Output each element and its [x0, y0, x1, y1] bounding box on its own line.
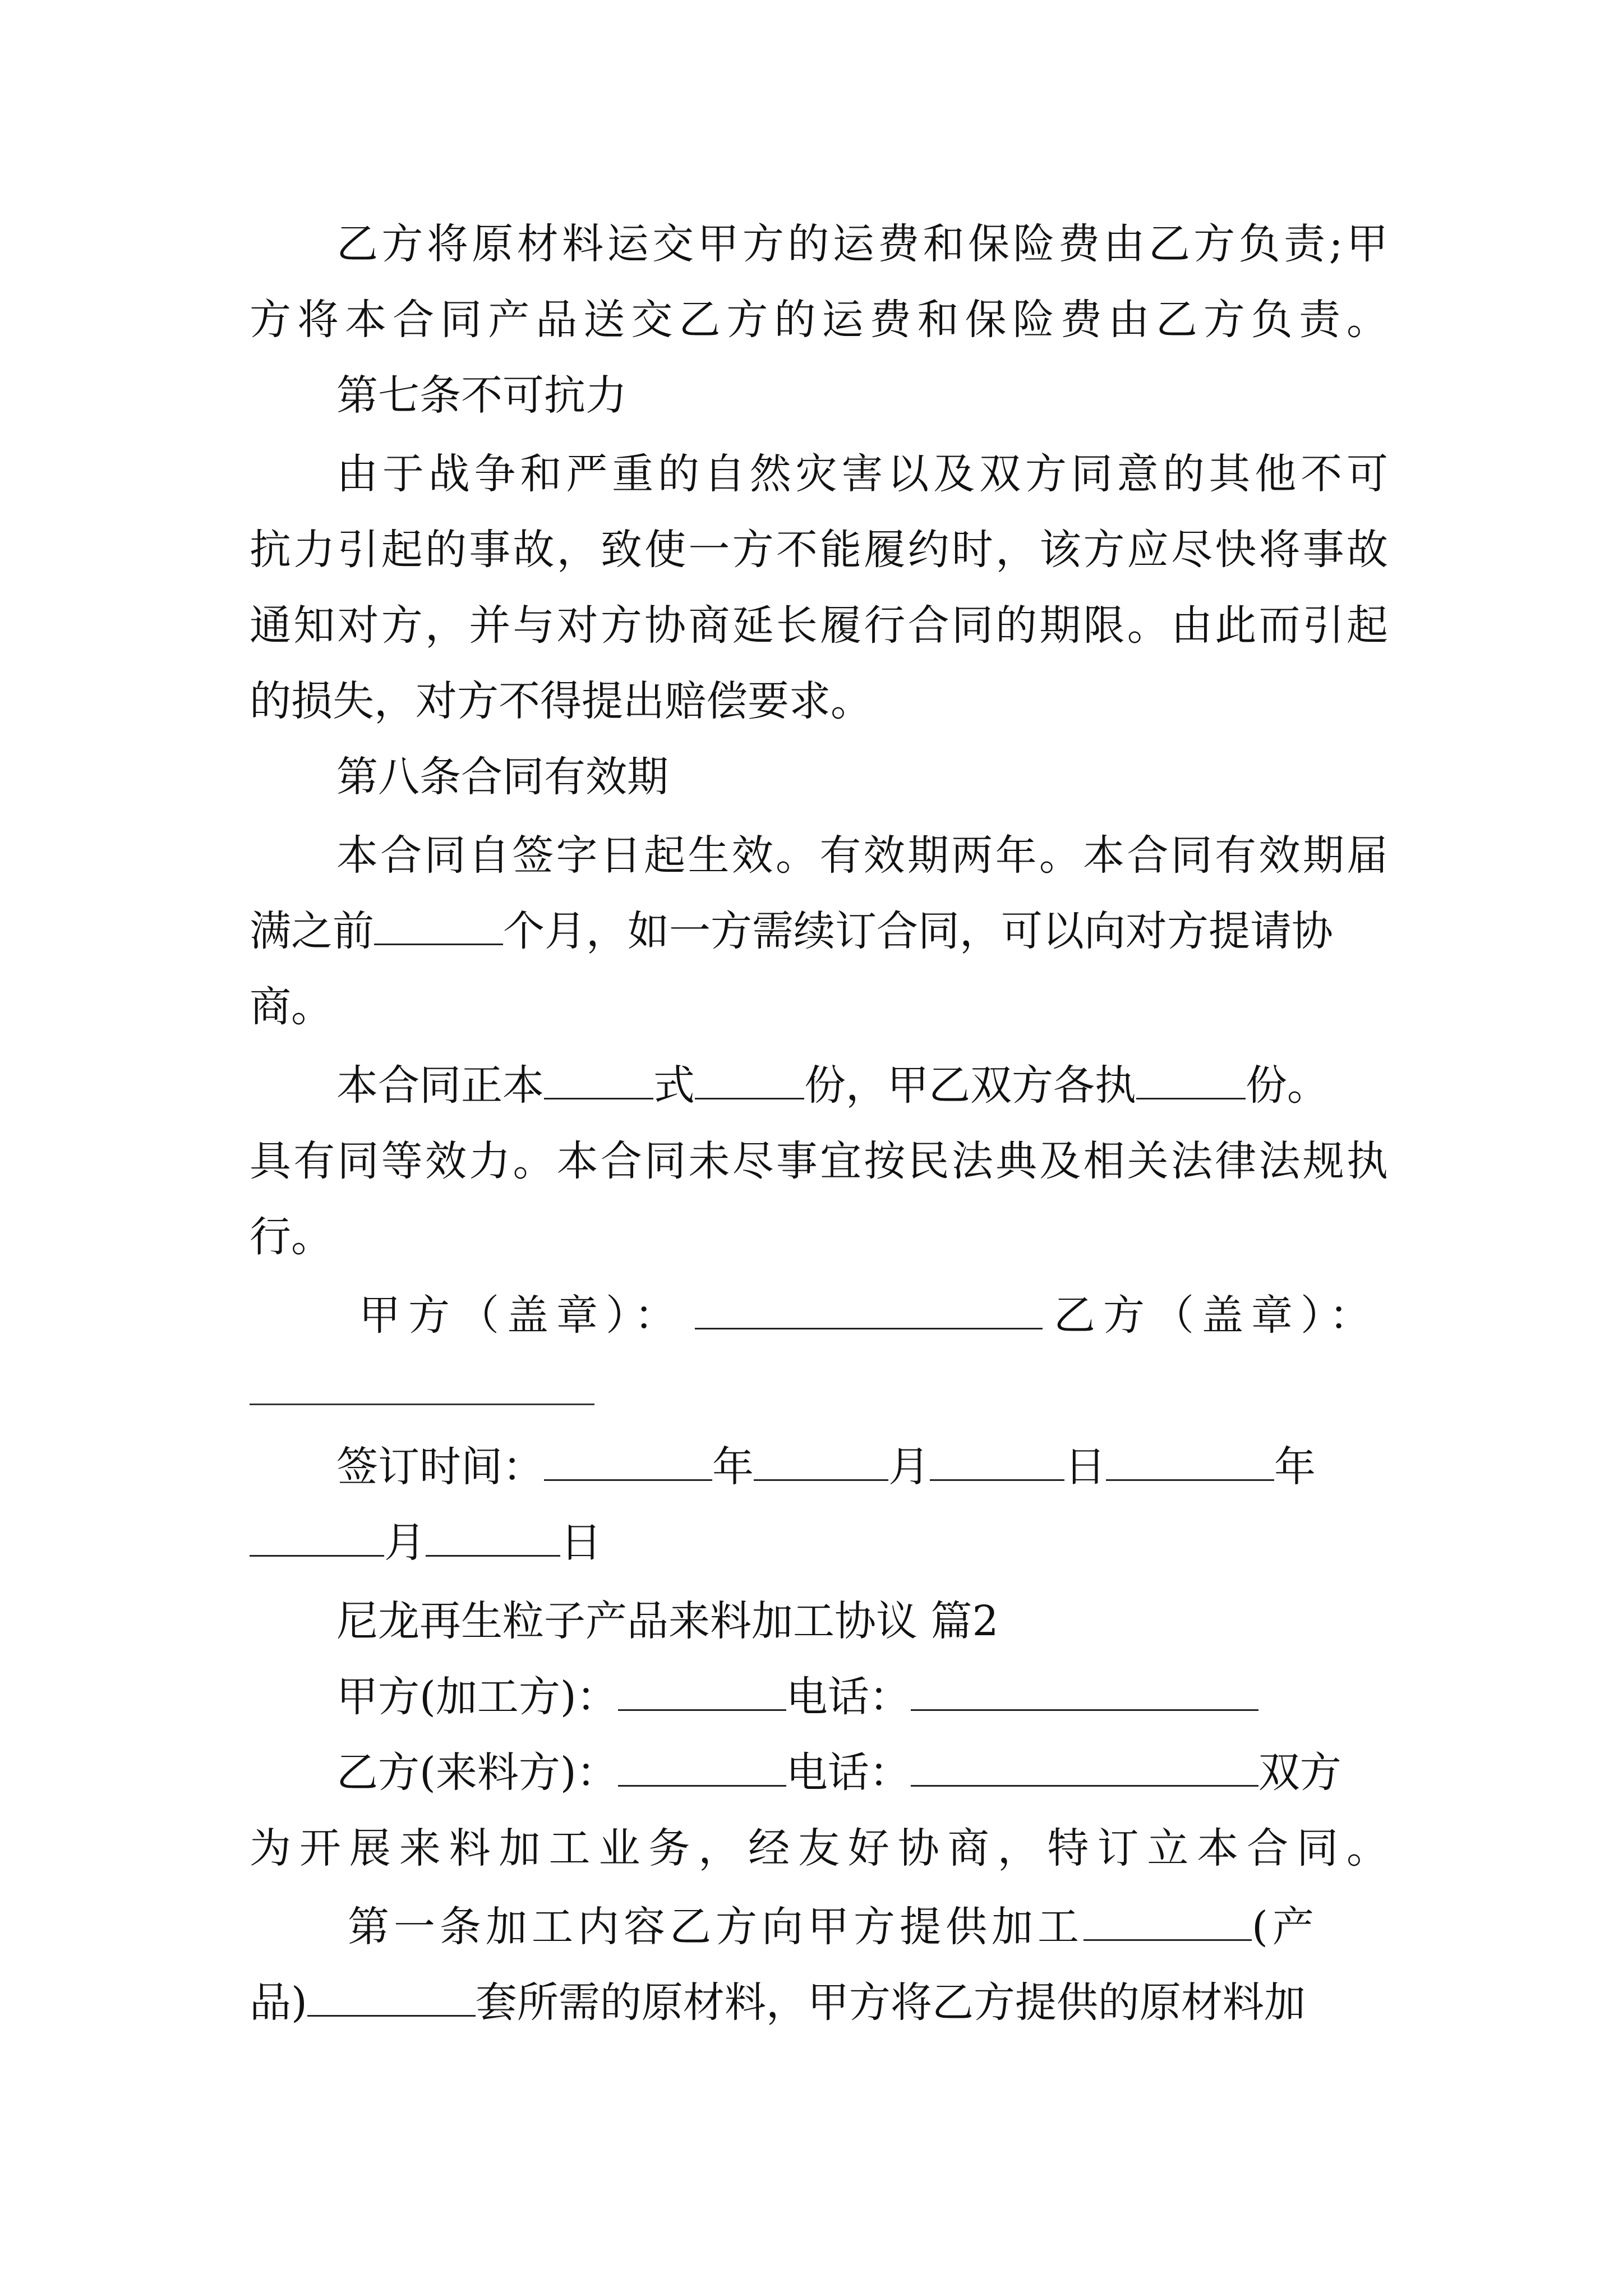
line-text: 月 — [384, 1519, 426, 1567]
line-text: 份，甲乙双方各执 — [804, 1061, 1136, 1110]
paragraph-line: 抗力引起的事故，致使一方不能履约时，该方应尽快将事故 — [250, 526, 1391, 574]
paragraph-line: 商。 — [250, 983, 333, 1031]
paragraph-line: 具有同等效力。本合同未尽事宜按民法典及相关法律法规执 — [250, 1137, 1391, 1185]
paragraph-line — [336, 1046, 1388, 1125]
line-text: 签订时间： — [336, 1443, 544, 1491]
line-text: 年 — [1274, 1443, 1316, 1491]
fill-in-blank — [544, 1098, 653, 1099]
line-text: 个月，如一方需续订合同，可以向对方提请协 — [503, 907, 1333, 955]
fill-in-blank — [695, 1098, 804, 1099]
line-text: 甲方(加工方)： — [336, 1673, 618, 1721]
paragraph-line: 乙方将原材料运交甲方的运费和保险费由乙方负责;甲 — [336, 220, 1392, 268]
fill-in-blank — [618, 1709, 786, 1711]
paragraph-line: 通知对方，并与对方协商延长履行合同的期限。由此而引起 — [250, 601, 1391, 650]
fill-in-blank — [930, 1479, 1064, 1481]
line-text: 式 — [653, 1061, 695, 1110]
fill-in-blank — [1083, 1939, 1252, 1941]
fill-in-blank — [250, 1404, 594, 1405]
party-a-line — [336, 1658, 1388, 1736]
party-a-seal-label: 甲方（盖章）： — [359, 1291, 684, 1340]
party-b-seal-label: 乙方（盖章）： — [1054, 1291, 1378, 1340]
fill-in-blank — [911, 1785, 1258, 1787]
paragraph-line: 本合同自签字日起生效。有效期两年。本合同有效期届 — [336, 831, 1391, 880]
line-text: 电话： — [786, 1749, 911, 1797]
signing-date-line — [250, 1503, 1388, 1582]
paragraph-line — [348, 1888, 1388, 1966]
fill-in-blank — [695, 1328, 1043, 1329]
paragraph-line: 行。 — [250, 1213, 333, 1261]
fill-in-blank — [250, 1555, 384, 1557]
signature-line — [359, 1276, 1388, 1355]
section-title: 尼龙再生粒子产品来料加工协议 篇2 — [336, 1597, 999, 1645]
party-b-line — [336, 1733, 1388, 1812]
paragraph-line: 的损失，对方不得提出赔偿要求。 — [250, 677, 872, 725]
article-heading: 第七条不可抗力 — [336, 371, 627, 420]
paragraph-line — [250, 1963, 1388, 2042]
line-text: 本合同正本 — [336, 1061, 544, 1110]
fill-in-blank — [911, 1709, 1258, 1711]
line-text: 双方 — [1258, 1749, 1341, 1797]
fill-in-blank — [1106, 1479, 1274, 1481]
line-text: 月 — [888, 1443, 930, 1491]
line-text: (产 — [1252, 1903, 1318, 1951]
fill-in-blank — [544, 1479, 712, 1481]
fill-in-blank — [754, 1479, 888, 1481]
fill-in-blank — [426, 1555, 560, 1557]
line-text: 年 — [712, 1443, 754, 1491]
fill-in-blank — [307, 2015, 476, 2017]
article-heading: 第八条合同有效期 — [336, 753, 668, 801]
line-text: 日 — [1064, 1443, 1106, 1491]
fill-in-blank — [374, 944, 503, 945]
fill-in-blank — [1136, 1098, 1246, 1099]
paragraph-line: 为开展来料加工业务，经友好协商，特订立本合同。 — [250, 1824, 1396, 1872]
line-text: 第一条加工内容乙方向甲方提供加工 — [348, 1903, 1083, 1951]
line-text: 日 — [560, 1519, 602, 1567]
signing-date-line — [336, 1428, 1388, 1506]
line-text: 满之前 — [250, 907, 374, 955]
paragraph-line: 方将本合同产品送交乙方的运费和保险费由乙方负责。 — [250, 296, 1395, 344]
paragraph-line — [250, 892, 1388, 970]
line-text: 乙方(来料方)： — [336, 1749, 618, 1797]
paragraph-line: 由于战争和严重的自然灾害以及双方同意的其他不可 — [336, 450, 1393, 498]
line-text: 品) — [250, 1978, 307, 2027]
line-text: 电话： — [786, 1673, 911, 1721]
line-text: 套所需的原材料，甲方将乙方提供的原材料加 — [475, 1978, 1306, 2027]
fill-in-blank — [618, 1785, 786, 1787]
line-text: 份。 — [1246, 1061, 1329, 1110]
